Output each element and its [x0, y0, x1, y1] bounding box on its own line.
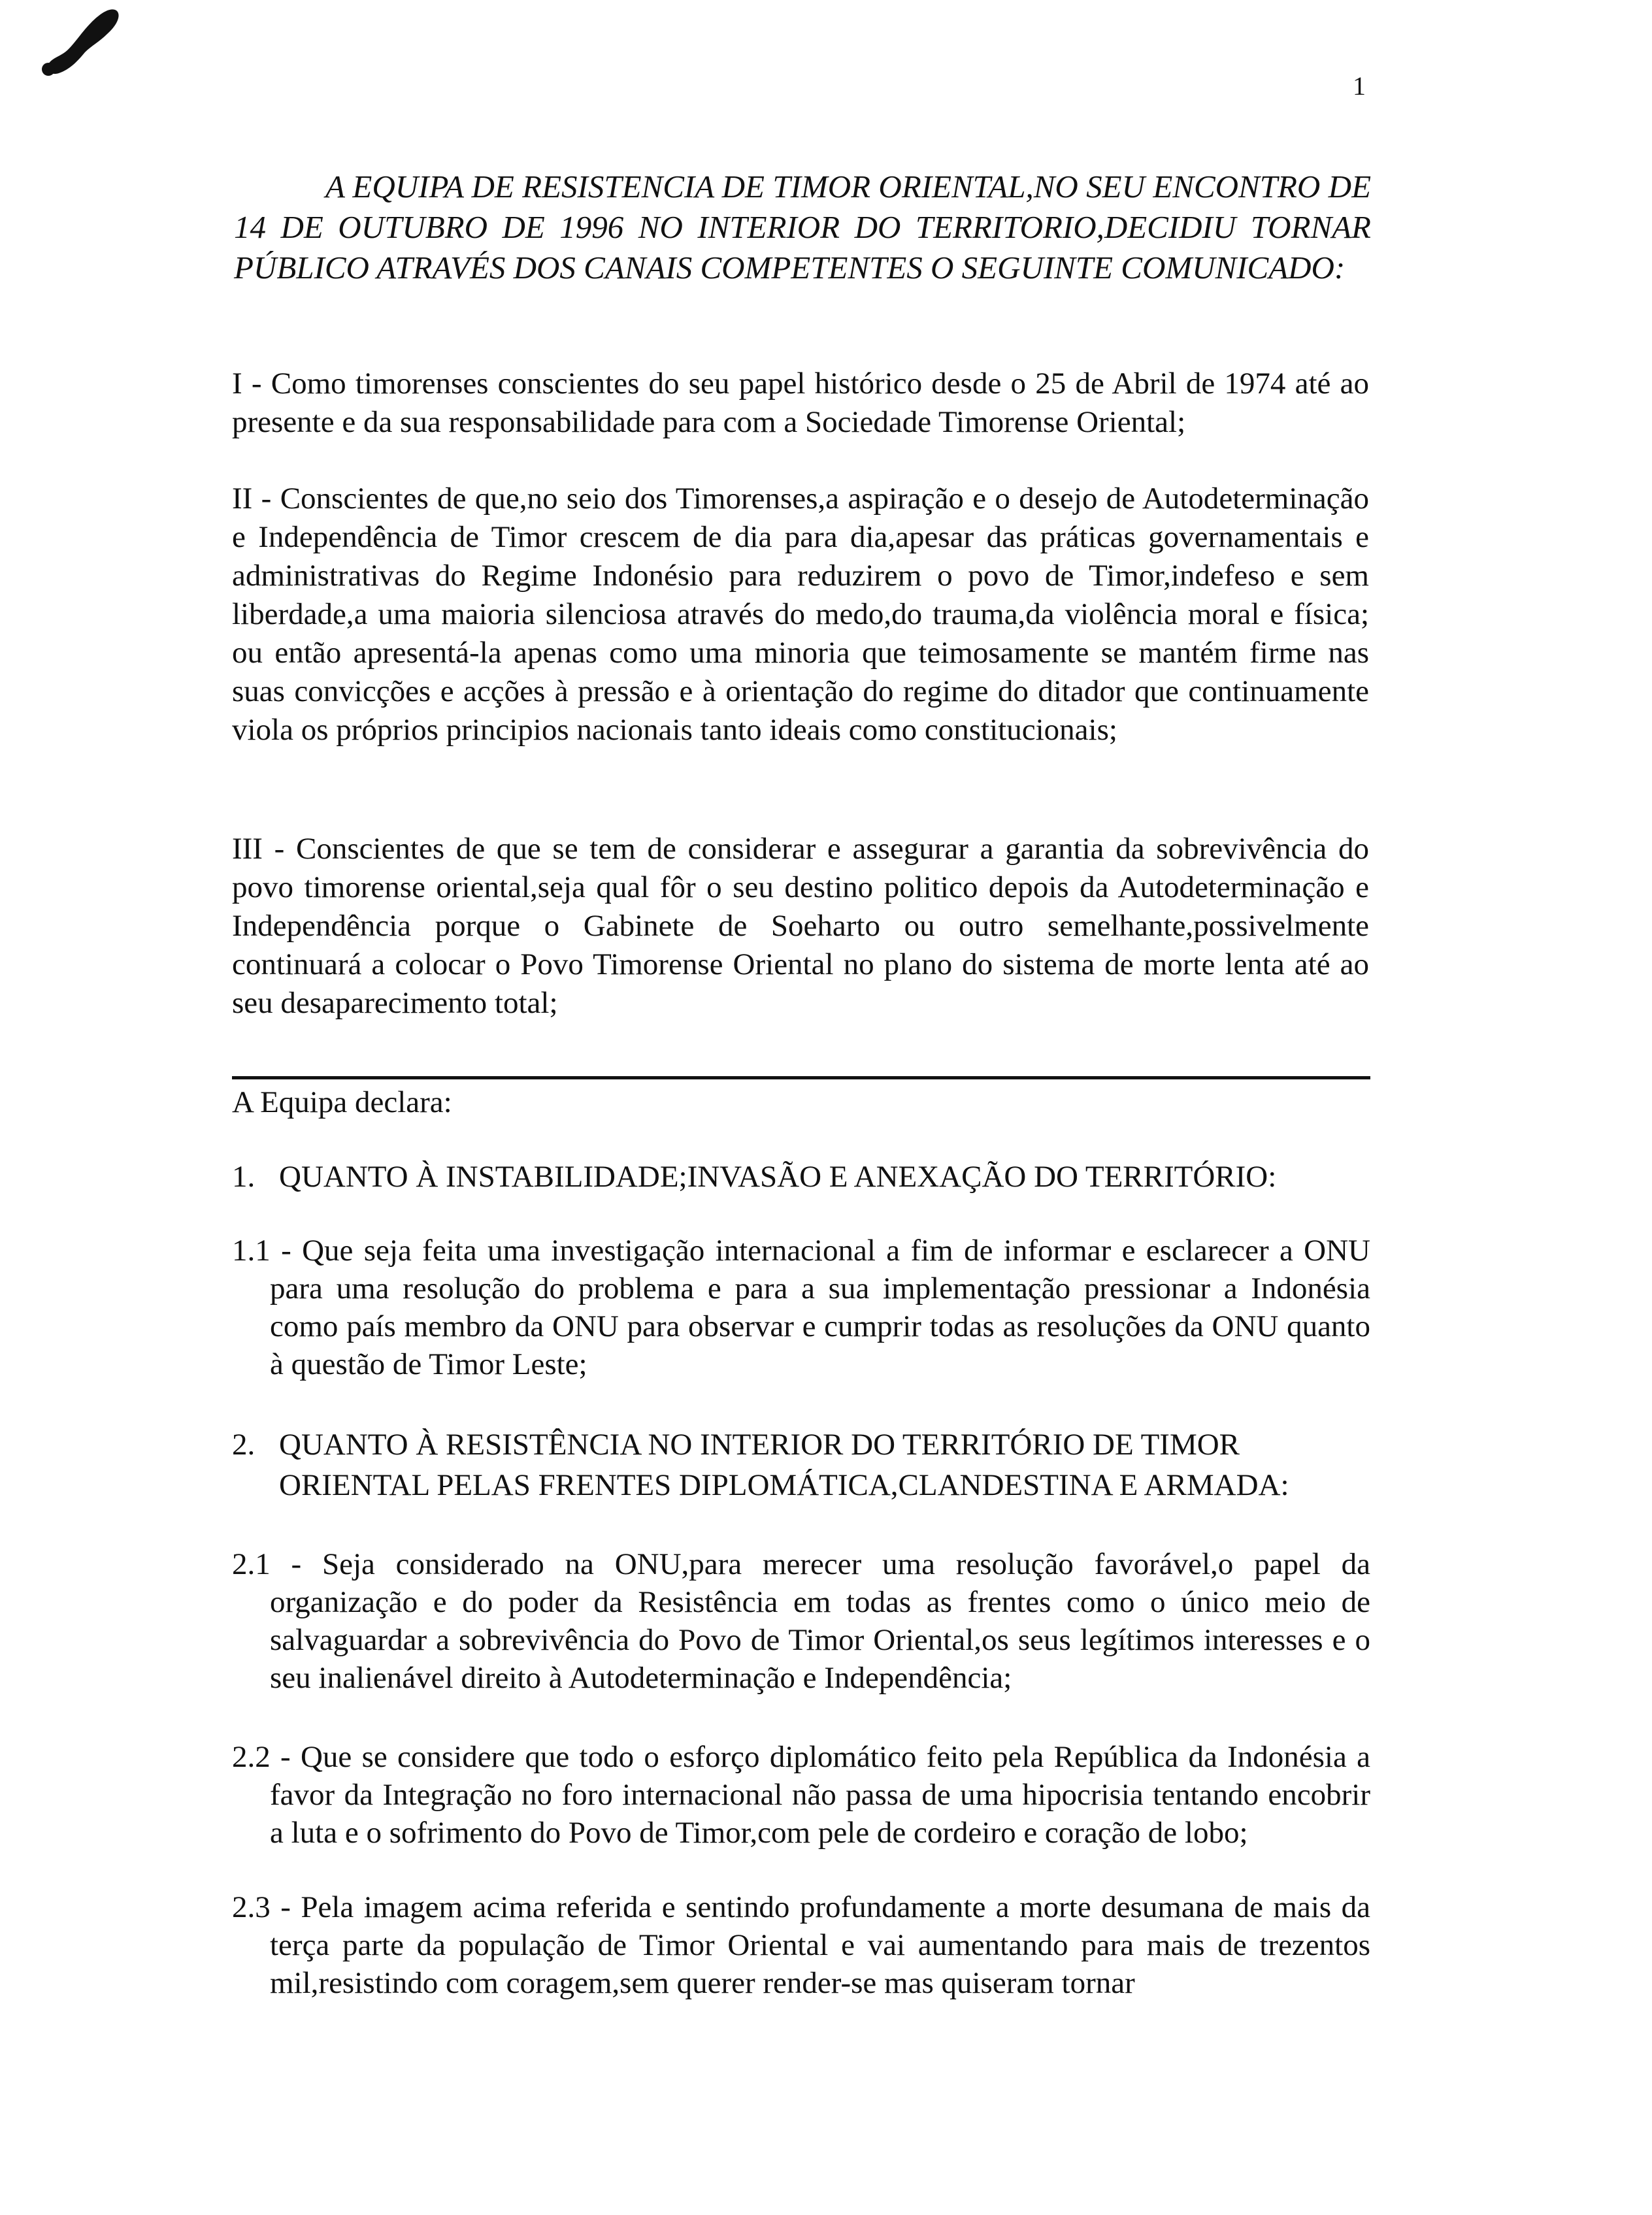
item-2-3: 2.3 - Pela imagem acima referida e sentindo profundamente a morte desumana de mais da terça parte da população de Timor Oriental e vai aumentando para mais de trezentos mil,resistindo com coragem,sem querer render-se mas quiseram tornar: [232, 1890, 1370, 2000]
heading-text: A EQUIPA DE RESISTENCIA DE TIMOR ORIENTAL,NO SEU ENCONTRO DE 14 DE OUTUBRO DE 1996 NO INTERIOR DO TERRITORIO,DECIDIU TORNAR PÚBLICO ATRAVÉS DOS CANAIS COMPETENTES O SEGUINTE COMUNICADO:: [234, 169, 1371, 286]
communique-heading: [234, 167, 1371, 288]
declaration-label: A Equipa declara:: [232, 1085, 452, 1119]
section-2-heading: [232, 1424, 1376, 1505]
item-2-2: 2.2 - Que se considere que todo o esforço diplomático feito pela República da Indonésia a favor da Integração no foro internacional não passa de uma hipocrisia tentando encobrir a luta e o sofrimento do Povo de Timor,com pele de cordeiro e coração de lobo;: [232, 1740, 1370, 1850]
horizontal-rule: [232, 1076, 1370, 1079]
section-1-title: QUANTO À INSTABILIDADE;INVASÃO E ANEXAÇÃO DO TERRITÓRIO:: [279, 1160, 1277, 1194]
preamble-paragraph-3: III - Conscientes de que se tem de considerar e assegurar a garantia da sobrevivência do povo timorense oriental,seja qual fôr o seu destino politico depois da Autodeterminação e Independência porque o Gabinete de Soeharto ou outro semelhante,possivelmente continuará a colocar o Povo Timorense Oriental no plano do sistema de morte lenta até ao seu desaparecimento total;: [232, 832, 1369, 1020]
section-2-title-line-2: ORIENTAL PELAS FRENTES DIPLOMÁTICA,CLANDESTINA E ARMADA:: [279, 1468, 1289, 1502]
ink-blot: [39, 5, 124, 84]
section-2-title-line-1: QUANTO À RESISTÊNCIA NO INTERIOR DO TERRITÓRIO DE TIMOR: [279, 1428, 1240, 1462]
item-2-1: 2.1 - Seja considerado na ONU,para merecer uma resolução favorável,o papel da organização e do poder da Resistência em todas as frentes como o único meio de salvaguardar a sobrevivência do Povo de Timor Oriental,os seus legítimos interesses e o seu inalienável direito à Autodeterminação e Independência;: [232, 1547, 1370, 1695]
section-1-heading: [232, 1157, 1376, 1197]
item-1-1: 1.1 - Que seja feita uma investigação internacional a fim de informar e esclarecer a ONU para uma resolução do problema e para a sua implementação pressionar a Indonésia como país membro da ONU para observar e cumprir todas as resoluções da ONU quanto à questão de Timor Leste;: [232, 1234, 1370, 1381]
preamble-paragraph-2: II - Conscientes de que,no seio dos Timorenses,a aspiração e o desejo de Autodeterminação e Independência de Timor crescem de dia para dia,apesar das práticas governamentais e administrativas do Regime Indonésio para reduzirem o povo de Timor,indefeso e sem liberdade,a uma maioria silenciosa através do medo,do trauma,da violência moral e física; ou então apresentá-la apenas como uma minoria que teimosamente se mantém firme nas suas convicções e acções à pressão e à orientação do regime do ditador que continuamente viola os próprios principios nacionais tanto ideais como constitucionais;: [232, 482, 1369, 747]
preamble-paragraph-1: I - Como timorenses conscientes do seu papel histórico desde o 25 de Abril de 1974 até ao presente e da sua responsabilidade para com a Sociedade Timorense Oriental;: [232, 367, 1369, 439]
section-2-number: 2.: [232, 1428, 256, 1462]
section-1-number: 1.: [232, 1160, 256, 1194]
page-number: 1: [1353, 71, 1366, 101]
